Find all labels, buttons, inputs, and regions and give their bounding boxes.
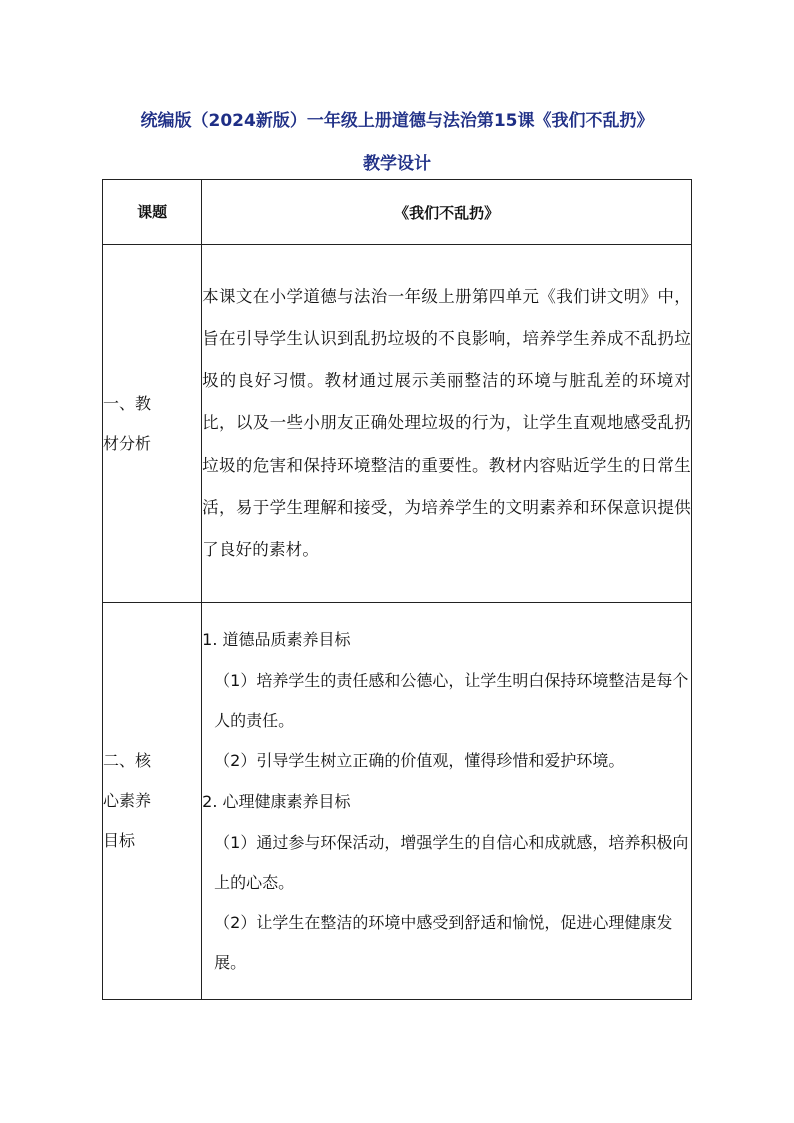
goals-heading-moral: 1. 道德品质素养目标 [202,630,351,649]
analysis-label-line2: 材分析 [103,433,152,453]
document-title-line2: 教学设计 [363,154,431,174]
goals-label-line2: 心素养 [103,791,152,810]
goals-heading-mental: 2. 心理健康素养目标 [202,792,351,811]
analysis-text-cell [202,245,692,603]
goals-item-moral-1: （1）培养学生的责任感和公德心，让学生明白保持环境整洁是每个人的责任。 [214,671,689,730]
topic-value: 《我们不乱扔》 [394,203,500,222]
topic-label: 课题 [137,203,168,221]
lesson-plan-table [102,179,692,1000]
analysis-label-cell [103,245,202,603]
analysis-text: 本课文在小学道德与法治一年级上册第四单元《我们讲文明》中，旨在引导学生认识到乱扔垃圾的不良影响，培养学生养成不乱扔垃圾的良好习惯。教材通过展示美丽整洁的环境与脏乱差的环境对比，以及一些小朋友正确处理垃圾的行为，让学生直观地感受乱扔垃圾的危害和保持环境整洁的重要性。教材内容贴近学生的日常生活，易于学生理解和接受，为培养学生的文明素养和环保意识提供了良好的素材。 [202,286,691,559]
goals-item-moral-2: （2）引导学生树立正确的价值观，懂得珍惜和爱护环境。 [214,751,625,770]
analysis-label-line1: 一、教 [103,393,152,413]
goals-label-line1: 二、核 [103,751,152,770]
table-row-goals [103,603,692,1000]
goals-item-mental-2: （2）让学生在整洁的环境中感受到舒适和愉悦，促进心理健康发展。 [214,913,673,972]
goals-label-line3: 目标 [103,831,136,850]
topic-label-cell [103,180,202,245]
table-row-analysis [103,245,692,603]
goals-label-cell [103,603,202,1000]
goals-item-mental-1: （1）通过参与环保活动，增强学生的自信心和成就感，培养积极向上的心态。 [214,833,689,892]
document-title-line1: 统编版（2024新版）一年级上册道德与法治第15课《我们不乱扔》 [140,111,654,131]
topic-value-cell [202,180,692,245]
goals-content-cell [202,603,692,1000]
table-row-topic [103,180,692,245]
